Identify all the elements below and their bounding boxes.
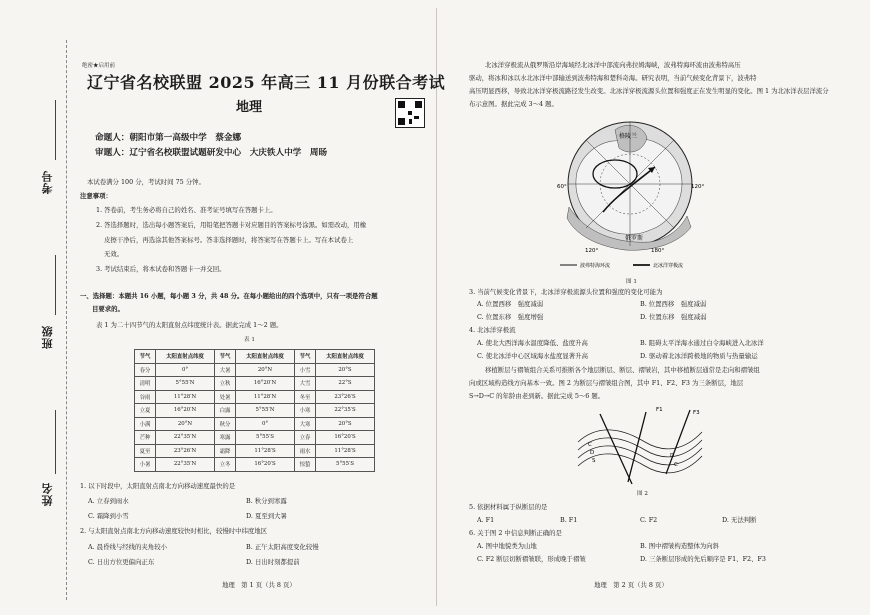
q5-option-d: D. 无法判断 <box>722 516 757 524</box>
question-4: 4. 北冰洋穿极流 <box>469 326 516 334</box>
q1-option-a: A. 立春到雨水 <box>88 497 129 505</box>
legend-beaufort-label: 波弗特海环流 <box>580 263 611 269</box>
arctic-current-map <box>555 112 705 277</box>
q4-option-a: A. 使北大西洋海水温度降低、盐度升高 <box>477 339 588 347</box>
notice-2-cont: 皮擦干净后，再选涂其他答案标号。答非选择题时，将答案写在答题卡上。写在本试卷上 <box>104 236 354 244</box>
table-cell: 16°20′S <box>236 458 295 472</box>
left-page-footer: 地理 第 1 页（共 8 页） <box>222 581 296 589</box>
score-line: 本试卷满分 100 分，考试时间 75 分钟。 <box>87 178 205 186</box>
passage-1-line-4: 布示意图。据此完成 3～4 题。 <box>469 100 558 108</box>
q3-option-d: D. 位置东移 强度减弱 <box>640 313 707 321</box>
fault-f3-label: F3 <box>693 410 700 416</box>
fault-fold-diagram <box>570 402 710 488</box>
table-cell: 22°35′N <box>156 431 215 445</box>
q6-option-d: D. 三条断层形成的先后顺序是 F1、F2、F3 <box>640 555 766 563</box>
table-cell: 11°28′S <box>316 444 375 458</box>
question-1: 1. 以下时段中，太阳直射点南北方向移动速度最快的是 <box>80 482 236 490</box>
subject-title: 地理 <box>236 100 263 115</box>
q2-option-a: A. 晨昏线与经线的夹角较小 <box>88 543 167 551</box>
binding-line <box>66 40 67 600</box>
table-cell: 5°55′N <box>156 377 215 391</box>
table-header-cell: 节气 <box>135 350 156 364</box>
table-cell: 清明 <box>135 377 156 391</box>
table-intro: 表 1 为二十四节气的太阳直射点纬度统计表。据此完成 1～2 题。 <box>96 321 283 329</box>
q4-option-c: C. 使北冰洋中心区域海水盐度显著升高 <box>477 352 588 360</box>
blank-exam-no <box>55 100 56 160</box>
table-cell: 春分 <box>135 363 156 377</box>
passage-1-line-1: 北冰洋穿极流从俄罗斯沿岸海域经北冰洋中部流向弗拉姆海峡，波弗特海环流由波弗特高压 <box>485 61 741 69</box>
table-cell: 小满 <box>135 417 156 431</box>
question-2: 2. 与太阳直射点南北方向移动速度较快时相比，较慢时中纬度地区 <box>80 527 268 535</box>
secret-mark: 绝密★启用前 <box>82 63 116 69</box>
stratum-line <box>578 454 702 473</box>
passage-2-line-1: 移植断层与褶皱组合关系可推断各个地层断层、断层、褶皱岩，其中移植断层通常是走向和褶皱组 <box>485 366 760 374</box>
table-header-cell: 太阳直射点纬度 <box>316 350 375 364</box>
table-cell: 16°20′N <box>156 404 215 418</box>
table-cell: 20°S <box>316 363 375 377</box>
stratum-c-label: C <box>674 462 678 468</box>
q2-option-d: D. 日出时刻都提前 <box>246 558 300 566</box>
table-cell: 16°20′S <box>316 431 375 445</box>
table-cell: 小寒 <box>295 404 316 418</box>
table-cell: 5°55′S <box>236 431 295 445</box>
table-row <box>135 377 375 391</box>
table-row <box>135 458 375 472</box>
question-3: 3. 当前气候变化背景下，北冰洋穿极流源头位置和强度的变化可能为 <box>469 288 663 296</box>
blank-name <box>55 410 56 474</box>
table-cell: 20°S <box>316 417 375 431</box>
table-cell: 20°N <box>156 417 215 431</box>
q1-option-b: B. 秋分到寒露 <box>246 497 287 505</box>
table-cell: 5°55′S <box>316 458 375 472</box>
stratum-c-label: C <box>588 442 592 448</box>
q2-option-c: C. 日出方位更偏向正东 <box>88 558 155 566</box>
notice-3: 3. 考试结束后，将本试卷和答题卡一并交回。 <box>96 265 226 273</box>
table-cell: 秋分 <box>215 417 236 431</box>
notice-heading: 注意事项： <box>80 192 112 200</box>
stratum-d-label: D <box>670 453 675 459</box>
table-cell: 处暑 <box>215 390 236 404</box>
side-label-class: 班级 <box>41 325 54 349</box>
q6-option-b: B. 图中褶皱构造整体为向斜 <box>640 542 720 550</box>
table-cell: 16°20′N <box>236 377 295 391</box>
q5-option-b: B. F1 <box>560 516 578 524</box>
table-header-cell: 太阳直射点纬度 <box>236 350 295 364</box>
table-caption: 表 1 <box>244 337 255 343</box>
table-cell: 11°28′N <box>236 390 295 404</box>
table-row <box>135 404 375 418</box>
q1-option-c: C. 霜降到小雪 <box>88 512 129 520</box>
russia-label: 俄罗斯 <box>625 235 644 242</box>
lon-60-label: 60° <box>557 184 567 190</box>
table-cell: 立夏 <box>135 404 156 418</box>
table-cell: 小暑 <box>135 458 156 472</box>
table-cell: 立春 <box>295 431 316 445</box>
side-label-exam-no: 考号 <box>41 170 54 194</box>
q6-option-c: C. F2 断层切断褶皱联，形成晚于褶皱 <box>477 555 586 563</box>
exam-title: 辽宁省名校联盟 2025 年高三 11 月份联合考试 <box>87 73 446 92</box>
side-label-name: 姓名 <box>41 482 54 506</box>
table-header-cell: 节气 <box>295 350 316 364</box>
table-cell: 大暑 <box>215 363 236 377</box>
table-cell: 23°26′S <box>316 390 375 404</box>
table-cell: 11°28′N <box>156 390 215 404</box>
fault-f2-line <box>628 412 646 482</box>
table-cell: 5°55′N <box>236 404 295 418</box>
q1-option-d: D. 夏至到大暑 <box>246 512 287 520</box>
greenland-label: 格陵兰 <box>619 133 638 140</box>
table-cell: 22°S <box>316 377 375 391</box>
lon-120w-label: 120° <box>585 248 599 254</box>
table-cell: 大雪 <box>295 377 316 391</box>
q3-option-b: B. 位置西移 强度减弱 <box>640 300 707 308</box>
reviewer-line: 审题人：辽宁省名校联盟试题研发中心 大庆铁人中学 周旸 <box>95 148 328 158</box>
solar-terms-table <box>134 349 375 472</box>
figure-2-caption: 图 2 <box>637 491 648 497</box>
table-cell: 雨水 <box>295 444 316 458</box>
table-cell: 23°26′N <box>156 444 215 458</box>
passage-1-line-2: 驱动，将冰和冰以水北冰洋中部输送到波弗特海和楚科奇海。研究表明，当前气候变化背景下，波弗特 <box>469 74 757 82</box>
lon-180-label: 180° <box>651 248 665 254</box>
table-row <box>135 417 375 431</box>
q4-option-b: B. 阻碍太平洋海水通过白令海峡进入北冰洋 <box>640 339 764 347</box>
table-cell: 0° <box>236 417 295 431</box>
passage-2-line-2: 向或区域构造线方向基本一致。图 2 为断层与褶皱组合图，其中 F1、F2、F3 为三条断层，地层 <box>469 379 744 387</box>
table-cell: 冬至 <box>295 390 316 404</box>
q5-option-c: C. F2 <box>640 516 658 524</box>
table-cell: 0° <box>156 363 215 377</box>
table-cell: 小雪 <box>295 363 316 377</box>
table-row <box>135 390 375 404</box>
q3-option-a: A. 位置西移 强度减弱 <box>477 300 544 308</box>
table-cell: 20°N <box>236 363 295 377</box>
author-line: 命题人：朝阳市第一高级中学 蔡金娜 <box>95 133 242 143</box>
table-cell: 芒种 <box>135 431 156 445</box>
table-cell: 霜降 <box>215 444 236 458</box>
table-header-cell: 太阳直射点纬度 <box>156 350 215 364</box>
notice-2: 2. 答选择题时，选出每小题答案后，用铅笔把答题卡对应题目的答案标号涂黑。如需改动，用橡 <box>96 221 367 229</box>
qr-code <box>395 98 425 128</box>
fault-f3-line <box>666 410 690 474</box>
table-cell: 11°28′S <box>236 444 295 458</box>
fault-f1-label: F1 <box>656 407 663 413</box>
question-5: 5. 依据材料属于纵断层的是 <box>469 503 548 511</box>
section1-heading-cont: 目要求的。 <box>92 305 124 313</box>
table-cell: 22°35′N <box>156 458 215 472</box>
lon-120-label: 120° <box>691 184 705 190</box>
table-row <box>135 363 375 377</box>
figure-1-caption: 图 1 <box>626 279 637 285</box>
table-cell: 惊蛰 <box>295 458 316 472</box>
stratum-d-label: D <box>590 450 595 456</box>
table-cell: 立冬 <box>215 458 236 472</box>
table-header-cell: 节气 <box>215 350 236 364</box>
passage-1-line-3: 高压明显西移，导致北冰洋穿极流路径发生改变。北冰洋穿极流源头位置和强度正在发生明显的变化。图 1 为北冰洋表层洋流分 <box>469 87 829 95</box>
table-cell: 白露 <box>215 404 236 418</box>
notice-2-end: 无效。 <box>104 250 124 258</box>
q3-option-c: C. 位置东移 强度增强 <box>477 313 544 321</box>
notice-1: 1. 答卷前，考生务必将自己的姓名、准考证号填写在答题卡上。 <box>96 206 277 214</box>
stratum-s-label: S <box>592 458 596 464</box>
q2-option-b: B. 正午太阳高度变化较慢 <box>246 543 319 551</box>
page-seam <box>436 8 437 606</box>
table-cell: 22°35′S <box>316 404 375 418</box>
table-row <box>135 431 375 445</box>
table-cell: 寒露 <box>215 431 236 445</box>
table-cell: 谷雨 <box>135 390 156 404</box>
fault-f1-line <box>600 414 632 484</box>
right-page-footer: 地理 第 2 页（共 8 页） <box>594 581 668 589</box>
question-6: 6. 关于图 2 中信息判断正确的是 <box>469 529 562 537</box>
table-cell: 大寒 <box>295 417 316 431</box>
q6-option-a: A. 图中地貌类为山地 <box>477 542 537 550</box>
blank-class <box>55 255 56 315</box>
table-header-row <box>135 350 375 364</box>
q5-option-a: A. F1 <box>477 516 495 524</box>
table-cell: 立秋 <box>215 377 236 391</box>
table-row <box>135 444 375 458</box>
section1-heading: 一、选择题：本题共 16 小题，每小题 3 分，共 48 分。在每小题给出的四个选项中，只有一项是符合题 <box>80 292 378 300</box>
legend-transpolar-label: 北冰洋穿极流 <box>653 263 684 269</box>
table-cell: 夏至 <box>135 444 156 458</box>
q4-option-d: D. 驱动着北冰洋跨极地的物质与热量输运 <box>640 352 758 360</box>
passage-2-line-3: S→D→C 的年龄由老到新。据此完成 5～6 题。 <box>469 392 605 400</box>
